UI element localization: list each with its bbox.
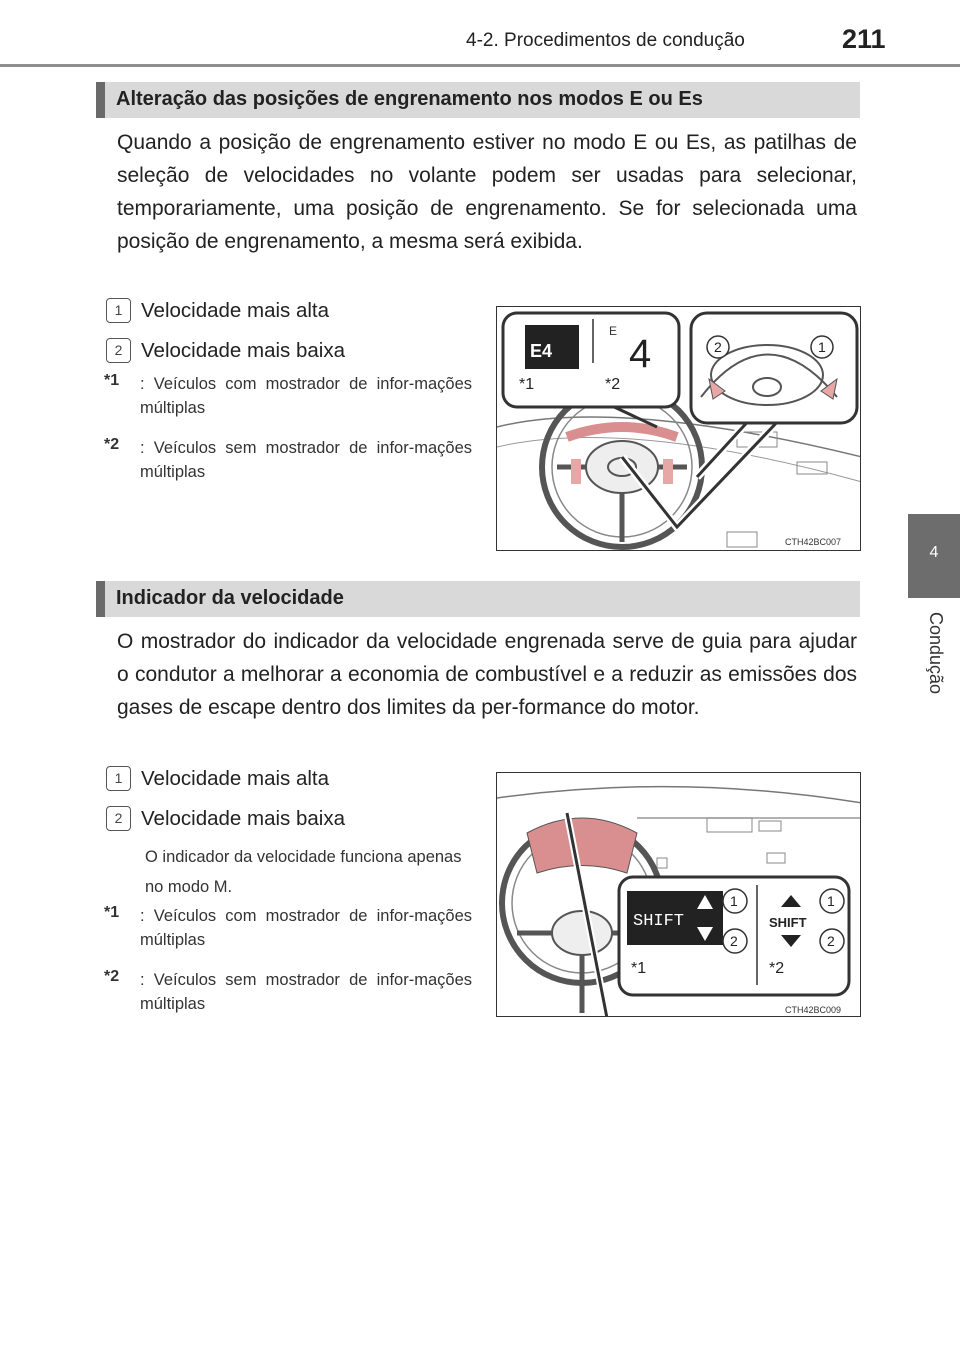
section-heading-text: Indicador da velocidade [116,587,344,609]
list-item [106,298,329,323]
section-heading-gear-indicator [96,581,860,617]
callout-number-2: 2 [730,933,738,949]
header-divider [0,64,960,67]
figure-star-1: *1 [519,376,535,393]
figure-drawing [497,773,861,1017]
footnote [104,436,472,484]
figure-star-2: *2 [769,960,785,977]
shift-display-1: SHIFT [633,912,685,931]
info-note: O indicador da velocidade funciona apenas no modo M. [145,848,462,896]
display-e4: E4 [530,341,553,361]
number-badge: 1 [106,766,131,791]
footnote [104,904,472,952]
page-number: 211 [842,24,886,54]
section-paragraph: O mostrador do indicador da velocidade engrenada serve de guia para ajudar o condutor a melhorar a economia de combustível e a reduzir as emissões dos gases de escape dentro dos limites da per-formance do motor. [117,630,857,719]
figure-star-2: *2 [605,376,621,393]
list-item-label: Velocidade mais alta [141,299,330,322]
callout-number-2: 2 [714,339,722,355]
section-heading-text: Alteração das posições de engrenamento nos modos E ou Es [116,88,703,110]
figure-steering-paddles [496,306,861,551]
chapter-title: 4-2. Procedimentos de condução [466,30,745,51]
footnote-text: : Veículos sem mostrador de infor-mações múltiplas [140,971,472,1013]
footnote [104,372,472,420]
display-mode-letter: E [609,324,618,338]
list-item [106,766,329,791]
callout-number-1: 1 [730,893,738,909]
callout-number-1: 1 [818,339,826,355]
chapter-tab-label: Condução [926,611,946,695]
footnote-mark: *2 [104,436,120,453]
footnote-text: : Veículos com mostrador de infor-mações múltiplas [140,375,472,417]
shift-display-2: SHIFT [769,915,807,930]
list-item [106,338,345,363]
list-item [106,806,345,831]
list-item-label: Velocidade mais baixa [141,339,345,362]
footnote-mark: *1 [104,904,120,921]
display-gear-digit: 4 [629,332,652,376]
callout-number-2: 2 [827,933,835,949]
list-item-label: Velocidade mais alta [141,767,330,790]
figure-code: CTH42BC009 [785,1005,842,1015]
section-heading-gear-change [96,82,860,118]
figure-drawing [497,307,861,551]
figure-star-1: *1 [631,960,647,977]
chapter-tab[interactable] [908,514,960,598]
footnote-text: : Veículos sem mostrador de infor-mações múltiplas [140,439,472,481]
figure-code: CTH42BC007 [785,537,842,547]
footnote-text: : Veículos com mostrador de infor-mações múltiplas [140,907,472,949]
footnote-mark: *2 [104,968,120,985]
section-paragraph: Quando a posição de engrenamento estiver no modo E ou Es, as patilhas de seleção de velocidades no volante podem ser usadas para selecionar, temporariamente, uma posição de engrenamento. Se for selecionada uma posição de engrenamento, a mesma será exibida. [117,131,857,253]
figure-shift-indicator [496,772,861,1017]
callout-number-1: 1 [827,893,835,909]
footnote [104,968,472,1016]
number-badge: 1 [106,298,131,323]
footnote-mark: *1 [104,372,120,389]
chapter-tab-number: 4 [929,544,939,561]
number-badge: 2 [106,806,131,831]
list-item-label: Velocidade mais baixa [141,807,345,830]
number-badge: 2 [106,338,131,363]
